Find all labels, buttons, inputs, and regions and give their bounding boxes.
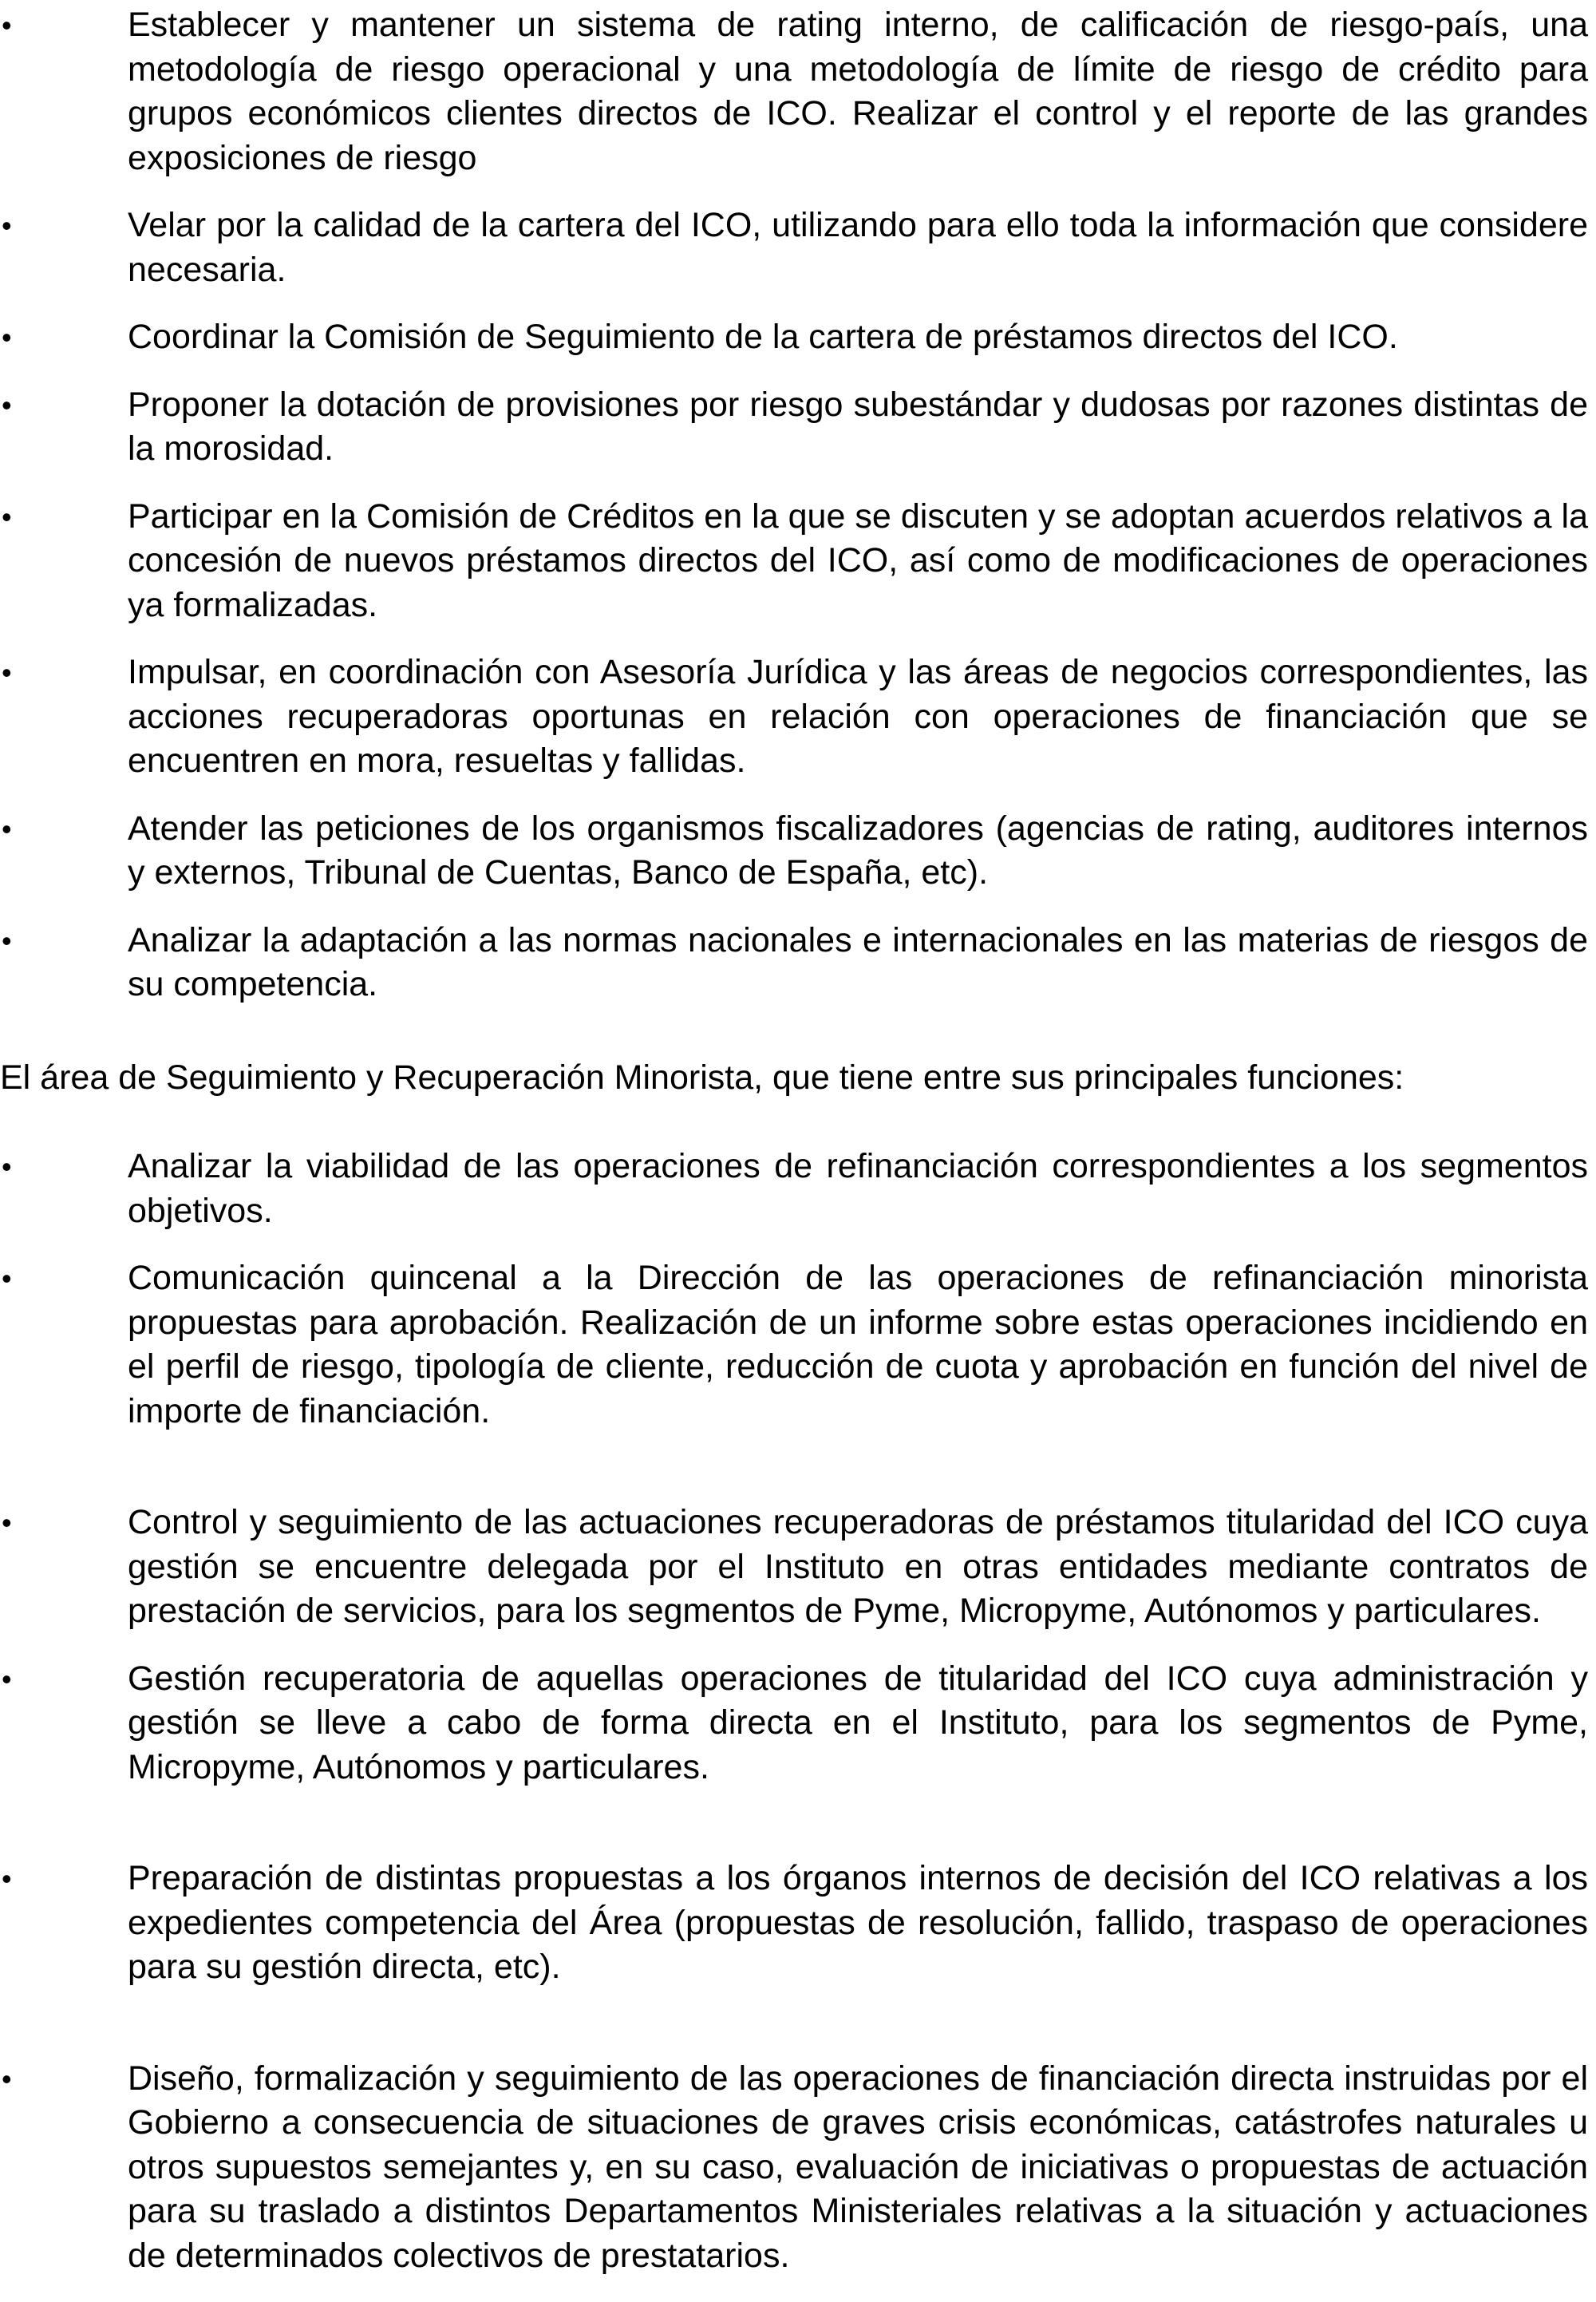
bullet-icon: •	[2, 321, 12, 354]
list-item-text: Impulsar, en coordinación con Asesoría Jurídica y las áreas de negocios correspondientes, las acciones recuperadoras oportunas en relación con operaciones de financiación que se encuentren en mora, resueltas y fallidas.	[128, 653, 1588, 780]
list-item-text: Coordinar la Comisión de Seguimiento de la cartera de préstamos directos del ICO.	[128, 318, 1398, 356]
list-item	[0, 315, 1588, 360]
list-item	[0, 807, 1588, 896]
bullet-icon: •	[2, 1262, 12, 1295]
bullet-icon: •	[2, 1506, 12, 1539]
list-item-text: Establecer y mantener un sistema de rating interno, de calificación de riesgo-país, una metodología de riesgo operacional y una metodología de límite de riesgo de crédito para grupos económicos clientes directos de ICO. Realizar el control y el reporte de las grandes exposiciones de riesgo	[128, 6, 1588, 177]
bullet-icon: •	[2, 500, 12, 533]
bullet-icon: •	[2, 9, 12, 42]
list-item-text: Control y seguimiento de las actuaciones recuperadoras de préstamos titularidad del ICO cuya gestión se encuentre delegada por el Instituto en otras entidades mediante contratos de prestación de servicios, para los segmentos de Pyme, Micropyme, Autónomos y particulares.	[128, 1503, 1588, 1630]
list-item-text: Comunicación quincenal a la Dirección de las operaciones de refinanciación minorista propuestas para aprobación. Realización de un informe sobre estas operaciones incidiendo en el perfil de riesgo, tipología de cliente, reducción de cuota y aprobación en función del nivel de importe de financiación.	[128, 1259, 1588, 1430]
bullet-icon: •	[2, 656, 12, 689]
list-item	[0, 1501, 1588, 1634]
list-item	[0, 495, 1588, 628]
list-item	[0, 3, 1588, 180]
list-item	[0, 2057, 1588, 2279]
list-item	[0, 1145, 1588, 1233]
section-intro-paragraph: El área de Seguimiento y Recuperación Minorista, que tiene entre sus principales funciones:	[0, 1058, 1404, 1097]
list-item	[0, 1256, 1588, 1434]
list-item	[0, 919, 1588, 1007]
list-item	[0, 204, 1588, 292]
list-item-text: Analizar la adaptación a las normas nacionales e internacionales en las materias de riesgos de su competencia.	[128, 920, 1588, 1003]
bullet-list-minorista-functions	[0, 1145, 1596, 2278]
bullet-icon: •	[2, 924, 12, 957]
bullet-icon: •	[2, 2062, 12, 2095]
list-item-text: Proponer la dotación de provisiones por riesgo subestándar y dudosas por razones distintas de la morosidad.	[128, 385, 1588, 468]
bullet-icon: •	[2, 388, 12, 421]
bullet-icon: •	[2, 1662, 12, 1695]
list-item	[0, 383, 1588, 472]
list-item-text: Diseño, formalización y seguimiento de las operaciones de financiación directa instruidas por el Gobierno a consecuencia de situaciones de graves crisis económicas, catástrofes naturales u otros supuestos semejantes y, en su caso, evaluación de iniciativas o propuestas de actuación para su traslado a distintos Departamentos Ministeriales relativas a la situación y actuaciones de determinados colectivos de prestatarios.	[128, 2059, 1588, 2275]
list-item	[0, 1857, 1588, 1990]
list-item-text: Gestión recuperatoria de aquellas operaciones de titularidad del ICO cuya administración y gestión se lleve a cabo de forma directa en el Instituto, para los segmentos de Pyme, Micropyme, Autónomos y particulares.	[128, 1659, 1588, 1786]
bullet-icon: •	[2, 209, 12, 242]
list-item-text: Preparación de distintas propuestas a los órganos internos de decisión del ICO relativas a los expedientes competencia del Área (propuestas de resolución, fallido, traspaso de operaciones para su gestión directa, etc).	[128, 1859, 1588, 1986]
bullet-list-functions	[0, 3, 1596, 1007]
bullet-icon: •	[2, 1862, 12, 1895]
list-item-text: Atender las peticiones de los organismos fiscalizadores (agencias de rating, auditores internos y externos, Tribunal de Cuentas, Banco de España, etc).	[128, 809, 1588, 892]
list-item-text: Analizar la viabilidad de las operaciones de refinanciación correspondientes a los segmentos objetivos.	[128, 1147, 1588, 1230]
list-item-text: Velar por la calidad de la cartera del ICO, utilizando para ello toda la información que considere necesaria.	[128, 206, 1588, 289]
list-item	[0, 1657, 1588, 1790]
bullet-icon: •	[2, 812, 12, 845]
list-item-text: Participar en la Comisión de Créditos en la que se discuten y se adoptan acuerdos relativos a la concesión de nuevos préstamos directos del ICO, así como de modificaciones de operaciones ya formalizadas.	[128, 496, 1588, 624]
bullet-icon: •	[2, 1150, 12, 1183]
list-item	[0, 651, 1588, 784]
